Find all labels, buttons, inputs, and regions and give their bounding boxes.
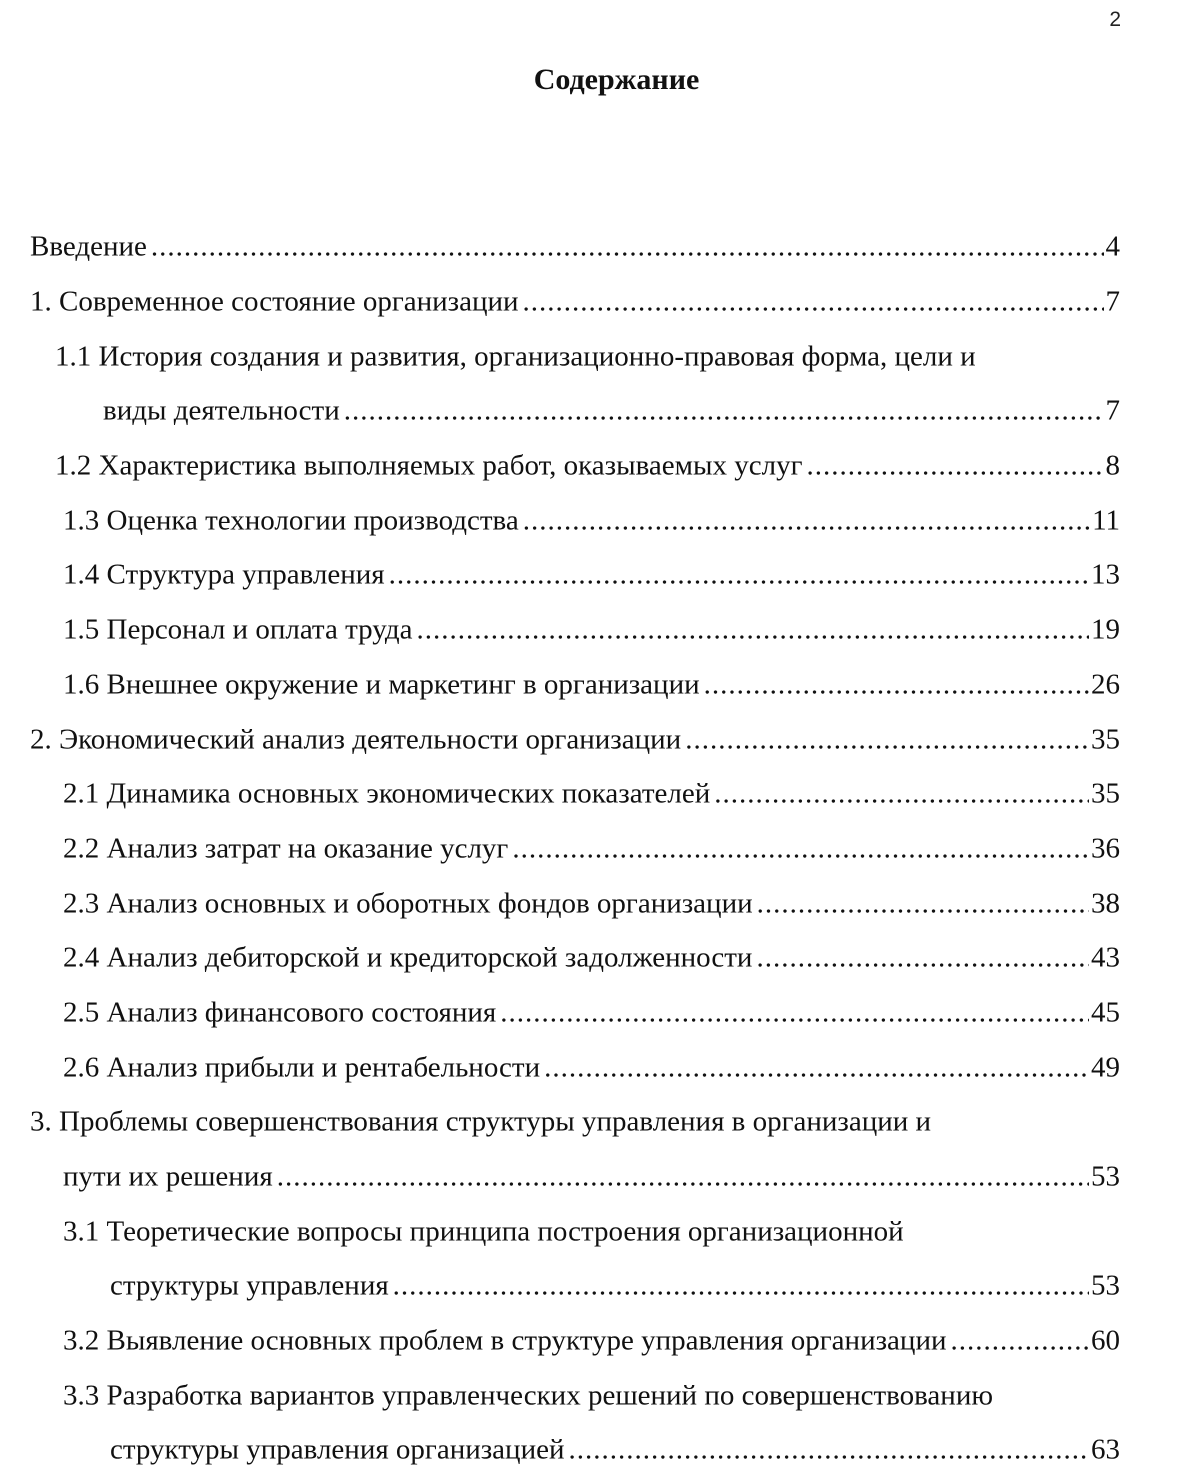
toc-entry-page: 49 xyxy=(1091,1051,1120,1084)
toc-entry-title: структуры управления xyxy=(110,1269,389,1302)
toc-entry-title: 1. Современное состояние организации xyxy=(30,285,519,318)
dot-leader xyxy=(389,559,1089,592)
dot-leader xyxy=(756,942,1089,975)
toc-entry-page: 7 xyxy=(1105,394,1120,427)
dot-leader xyxy=(757,887,1089,920)
toc-entry-title: 2.3 Анализ основных и оборотных фондов организации xyxy=(63,887,753,920)
toc-line xyxy=(55,340,976,373)
toc-entry-page: 8 xyxy=(1105,449,1120,482)
toc-line xyxy=(30,231,1120,264)
page-number: 2 xyxy=(1109,8,1121,31)
toc-entry-page: 38 xyxy=(1091,887,1120,920)
toc-entry-page: 45 xyxy=(1091,996,1120,1029)
toc-line xyxy=(63,942,1120,975)
toc-entry-title: 2.6 Анализ прибыли и рентабельности xyxy=(63,1051,541,1084)
toc-line xyxy=(63,1161,1120,1194)
toc-entry-page: 35 xyxy=(1091,777,1120,810)
toc-entry xyxy=(0,329,1181,384)
dot-leader xyxy=(806,450,1103,483)
toc-line xyxy=(63,1051,1120,1084)
page-title: Содержание xyxy=(533,63,700,96)
toc-entry-title: 1.1 История создания и развития, организационно-правовая форма, цели и xyxy=(55,340,976,373)
toc-entry xyxy=(0,275,1181,330)
dot-leader xyxy=(512,832,1089,865)
toc-entry-title: 3.2 Выявление основных проблем в структуре управления организации xyxy=(63,1324,947,1357)
toc-line xyxy=(63,996,1120,1029)
toc-entry xyxy=(0,1040,1181,1095)
toc-line xyxy=(103,395,1120,428)
dot-leader xyxy=(151,231,1104,264)
dot-leader xyxy=(704,668,1089,701)
toc-entry xyxy=(0,876,1181,931)
toc-line xyxy=(63,1215,904,1248)
toc-entry-title: 2. Экономический анализ деятельности организации xyxy=(30,723,682,756)
toc-entry xyxy=(0,931,1181,986)
toc-entry-title: 3. Проблемы совершенствования структуры управления в организации и xyxy=(30,1105,932,1138)
toc-entry-title: 3.1 Теоретические вопросы принципа построения организационной xyxy=(63,1215,904,1248)
toc-entry-title: 1.2 Характеристика выполняемых работ, оказываемых услуг xyxy=(55,449,803,482)
toc-entry xyxy=(0,1314,1181,1369)
toc-entry-page: 43 xyxy=(1091,941,1120,974)
toc-entry xyxy=(0,1368,1181,1423)
toc-entry-title: Введение xyxy=(30,230,147,263)
dot-leader xyxy=(393,1270,1089,1303)
toc-entry xyxy=(0,712,1181,767)
toc-entry-title: 1.5 Персонал и оплата труда xyxy=(63,613,413,646)
toc-line xyxy=(30,286,1120,319)
toc-entry xyxy=(0,548,1181,603)
toc-entry-page: 7 xyxy=(1105,285,1120,318)
toc-line xyxy=(63,504,1120,537)
dot-leader xyxy=(950,1325,1089,1358)
toc-line xyxy=(63,887,1120,920)
toc-entry xyxy=(0,220,1181,275)
toc-entry xyxy=(0,493,1181,548)
dot-leader xyxy=(500,996,1089,1029)
dot-leader xyxy=(417,614,1089,647)
toc-entry xyxy=(0,1150,1181,1205)
toc-line xyxy=(30,1106,931,1139)
table-of-contents xyxy=(0,220,1181,1478)
toc-entry-title: структуры управления организацией xyxy=(110,1433,565,1466)
dot-leader xyxy=(344,395,1104,428)
toc-entry-page: 63 xyxy=(1091,1433,1120,1466)
toc-entry-title: 2.2 Анализ затрат на оказание услуг xyxy=(63,832,509,865)
toc-entry-title: пути их решения xyxy=(63,1160,273,1193)
toc-entry xyxy=(0,1423,1181,1478)
toc-line xyxy=(63,1379,993,1412)
toc-line xyxy=(55,450,1120,483)
toc-entry-page: 36 xyxy=(1091,832,1120,865)
toc-line xyxy=(63,1325,1120,1358)
toc-entry-page: 19 xyxy=(1091,613,1120,646)
toc-line xyxy=(110,1434,1120,1467)
toc-entry-title: 3.3 Разработка вариантов управленческих решений по совершенствованию xyxy=(63,1379,994,1412)
toc-entry-title: 1.6 Внешнее окружение и маркетинг в организации xyxy=(63,668,700,701)
toc-entry xyxy=(0,603,1181,658)
toc-entry-page: 53 xyxy=(1091,1269,1120,1302)
toc-entry xyxy=(0,1204,1181,1259)
toc-entry-page: 26 xyxy=(1091,668,1120,701)
dot-leader xyxy=(277,1161,1089,1194)
toc-line xyxy=(110,1270,1120,1303)
toc-line xyxy=(30,723,1120,756)
toc-entry-title: 1.3 Оценка технологии производства xyxy=(63,504,519,537)
toc-entry xyxy=(0,439,1181,494)
toc-entry-title: 2.5 Анализ финансового состояния xyxy=(63,996,497,1029)
toc-entry-page: 13 xyxy=(1091,558,1120,591)
toc-entry-page: 4 xyxy=(1105,230,1120,263)
toc-entry-page: 11 xyxy=(1092,504,1120,537)
toc-line xyxy=(63,832,1120,865)
toc-entry xyxy=(0,767,1181,822)
toc-entry-page: 35 xyxy=(1091,723,1120,756)
toc-entry xyxy=(0,658,1181,713)
toc-line xyxy=(63,559,1120,592)
toc-entry xyxy=(0,986,1181,1041)
dot-leader xyxy=(685,723,1089,756)
toc-entry xyxy=(0,384,1181,439)
toc-entry-title: 1.4 Структура управления xyxy=(63,558,385,591)
toc-entry-title: 2.4 Анализ дебиторской и кредиторской задолженности xyxy=(63,941,753,974)
dot-leader xyxy=(523,286,1104,319)
toc-entry xyxy=(0,1095,1181,1150)
toc-entry-page: 60 xyxy=(1091,1324,1120,1357)
toc-entry xyxy=(0,822,1181,877)
toc-entry-title: 2.1 Динамика основных экономических показателей xyxy=(63,777,711,810)
toc-entry xyxy=(0,1259,1181,1314)
toc-line xyxy=(63,778,1120,811)
dot-leader xyxy=(523,504,1090,537)
toc-entry-page: 53 xyxy=(1091,1160,1120,1193)
dot-leader xyxy=(568,1434,1089,1467)
dot-leader xyxy=(714,778,1089,811)
toc-line xyxy=(63,668,1120,701)
dot-leader xyxy=(544,1051,1089,1084)
toc-line xyxy=(63,614,1120,647)
toc-entry-title: виды деятельности xyxy=(103,394,340,427)
